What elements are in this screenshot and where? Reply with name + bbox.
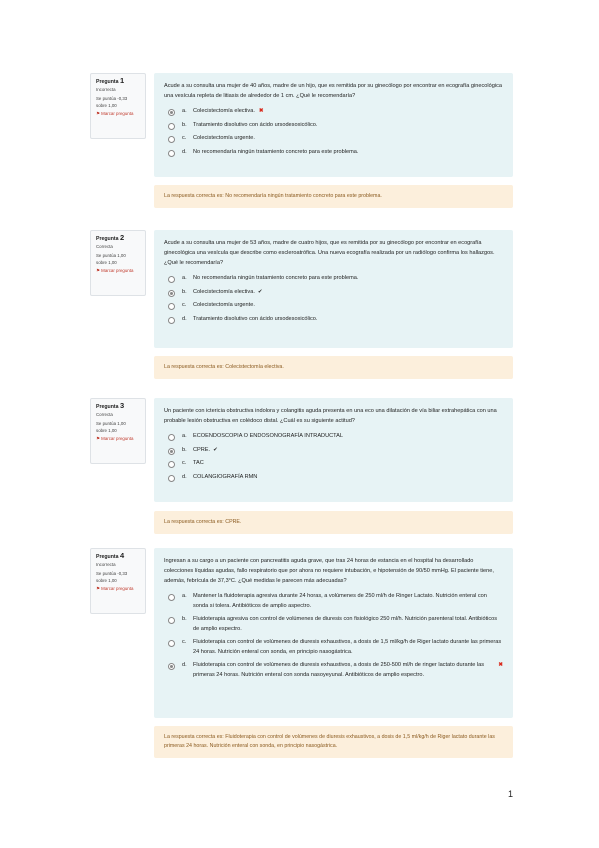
correct-answer-feedback: La respuesta correcta es: Fluidoterapia con control de volúmenes de diuresis exhaustivos, a dosis de 1,5 ml/kg/h de Riger lactato durante las primeras 24 horas. Nutrición enteral con sonda, en principio nasogástrica. <box>154 726 513 758</box>
flag-question-link[interactable]: ⚑ Marcar pregunta <box>96 110 134 116</box>
flag-question-link[interactable]: ⚑ Marcar pregunta <box>96 585 134 591</box>
correct-answer-feedback: La respuesta correcta es: Colecistectomía electiva. <box>154 356 513 379</box>
answer-option[interactable]: b. CPRE. ✔ <box>168 446 503 456</box>
question-max: sobre 1,00 <box>96 102 117 108</box>
radio-button[interactable] <box>168 136 175 143</box>
answer-option[interactable]: c. TAC <box>168 459 503 469</box>
answer-option[interactable]: a. Colecistectomía electiva. ✖ <box>168 107 503 117</box>
question-score: Se puntúa 1,00 <box>96 253 126 259</box>
radio-button[interactable] <box>168 617 175 624</box>
radio-button[interactable] <box>168 109 175 116</box>
correct-answer-feedback: La respuesta correcta es: CPRE. <box>154 511 513 534</box>
question-content <box>154 548 513 718</box>
radio-button[interactable] <box>168 594 175 601</box>
answer-option[interactable]: b. Fluidoterapia agresiva con control de volúmenes de diuresis con fisiológico 250 ml/h. Nutrición parenteral total. Antibióticos de amplio espectro. <box>168 615 503 634</box>
question-text: Acude a su consulta una mujer de 40 años, madre de un hijo, que es remitida por su ginecólogo por encontrar en ecografía ginecológica una vesícula repleta de litiasis de alrededor de 1 cm. ¿Qué le recomendaría? <box>164 83 503 99</box>
radio-button[interactable] <box>168 150 175 157</box>
question-score: Se puntúa 1,00 <box>96 421 126 427</box>
question-score: Se puntúa -0,33 <box>96 571 128 577</box>
answer-option[interactable]: c. Fluidoterapia con control de volúmenes de diuresis exhaustivos, a dosis de 1,5 ml/kg/h de Riger lactato durante las primeras 24 horas. Nutrición enteral con sonda, en principio nasogástrica. <box>168 638 503 657</box>
answer-option[interactable]: d. Tratamiento disolutivo con ácido ursodesoxicólico. <box>168 315 503 325</box>
correct-icon: ✔ <box>213 446 218 453</box>
radio-button[interactable] <box>168 317 175 324</box>
question-status: Correcta <box>96 244 113 250</box>
question-info <box>90 398 146 464</box>
question-number: Pregunta 1 <box>96 76 125 85</box>
question-max: sobre 1,00 <box>96 427 117 433</box>
question-text: Ingresan a su cargo a un paciente con pancreatitis aguda grave, que tras 24 horas de estancia en el hospital ha desarrollado colecciones líquidas agudas, fallo respiratorio que por ahora no requiere intubación, e hipotensión de 90/50 mmHg. El paciente tiene, además, febrícula de 37,3°C. ¿Qué medidas le parecen más adecuadas? <box>164 558 494 584</box>
question-number: Pregunta 2 <box>96 233 125 242</box>
radio-button[interactable] <box>168 448 175 455</box>
question-status: Incorrecta <box>96 562 116 568</box>
question-content <box>154 73 513 177</box>
answer-option[interactable]: b. Colecistectomía electiva. ✔ <box>168 288 503 298</box>
radio-button[interactable] <box>168 290 175 297</box>
question-info <box>90 73 146 139</box>
answer-option[interactable]: a. ECOENDOSCOPIA O ENDOSONOGRAFÍA INTRADUCTAL <box>168 432 503 442</box>
question-max: sobre 1,00 <box>96 577 117 583</box>
question-info <box>90 548 146 614</box>
flag-question-link[interactable]: ⚑ Marcar pregunta <box>96 435 134 441</box>
page-number: 1 <box>508 789 514 799</box>
answer-option[interactable]: d. No recomendaría ningún tratamiento concreto para este problema. <box>168 148 503 158</box>
question-content <box>154 398 513 502</box>
answer-option[interactable]: a. No recomendaría ningún tratamiento concreto para este problema. <box>168 274 503 284</box>
answer-option[interactable]: c. Colecistectomía urgente. <box>168 301 503 311</box>
flag-icon: ⚑ <box>96 110 100 116</box>
flag-icon: ⚑ <box>96 267 100 273</box>
radio-button[interactable] <box>168 475 175 482</box>
question-score: Se puntúa -0,33 <box>96 96 128 102</box>
answer-option[interactable]: d. COLANGIOGRAFÍA RMN <box>168 473 503 483</box>
radio-button[interactable] <box>168 303 175 310</box>
answer-option[interactable]: d. Fluidoterapia con control de volúmenes de diuresis exhaustivos, a dosis de 250-500 ml/h de ringer lactato durante las primeras 24 horas. Nutrición enteral con sonda nasoyeyunal. Antibióticos de amplio espectro. ✖ <box>168 661 503 680</box>
radio-button[interactable] <box>168 640 175 647</box>
question-text: Acude a su consulta una mujer de 53 años, madre de cuatro hijos, que es remitida por su ginecólogo por encontrar en ecografía ginecológica una vesícula que describe como escleroatrófica. Una nueva ecografía realizada por un radiólogo confirma los hallazgos. ¿Qué le recomendaría? <box>164 240 495 266</box>
question-info <box>90 230 146 296</box>
question-number: Pregunta 3 <box>96 401 125 410</box>
answer-option[interactable]: c. Colecistectomía urgente. <box>168 134 503 144</box>
correct-answer-feedback: La respuesta correcta es: No recomendaría ningún tratamiento concreto para este problema. <box>154 185 513 208</box>
incorrect-icon: ✖ <box>498 662 503 668</box>
radio-button[interactable] <box>168 663 175 670</box>
question-text: Un paciente con ictericia obstructiva indolora y colangitis aguda presenta en una eco una dilatación de vía biliar extrahepática con una probable lesión obstructiva en colédoco distal. ¿Cuál es su siguiente actitud? <box>164 408 497 424</box>
question-status: Incorrecta <box>96 87 116 93</box>
answer-option[interactable]: b. Tratamiento disolutivo con ácido ursodesoxicólico. <box>168 121 503 131</box>
flag-icon: ⚑ <box>96 585 100 591</box>
question-content <box>154 230 513 348</box>
radio-button[interactable] <box>168 276 175 283</box>
incorrect-icon: ✖ <box>258 108 264 114</box>
answer-option[interactable]: a. Mantener la fluidoterapia agresiva durante 24 horas, a volúmenes de 250 ml/h de Ringer Lactato. Nutrición enteral con sonda si tolera. Antibióticos de amplio aspectro. <box>168 592 503 611</box>
flag-icon: ⚑ <box>96 435 100 441</box>
question-number: Pregunta 4 <box>96 551 125 560</box>
radio-button[interactable] <box>168 123 175 130</box>
radio-button[interactable] <box>168 434 175 441</box>
question-max: sobre 1,00 <box>96 259 117 265</box>
question-status: Correcta <box>96 412 113 418</box>
radio-button[interactable] <box>168 461 175 468</box>
correct-icon: ✔ <box>257 288 263 295</box>
flag-question-link[interactable]: ⚑ Marcar pregunta <box>96 267 134 273</box>
